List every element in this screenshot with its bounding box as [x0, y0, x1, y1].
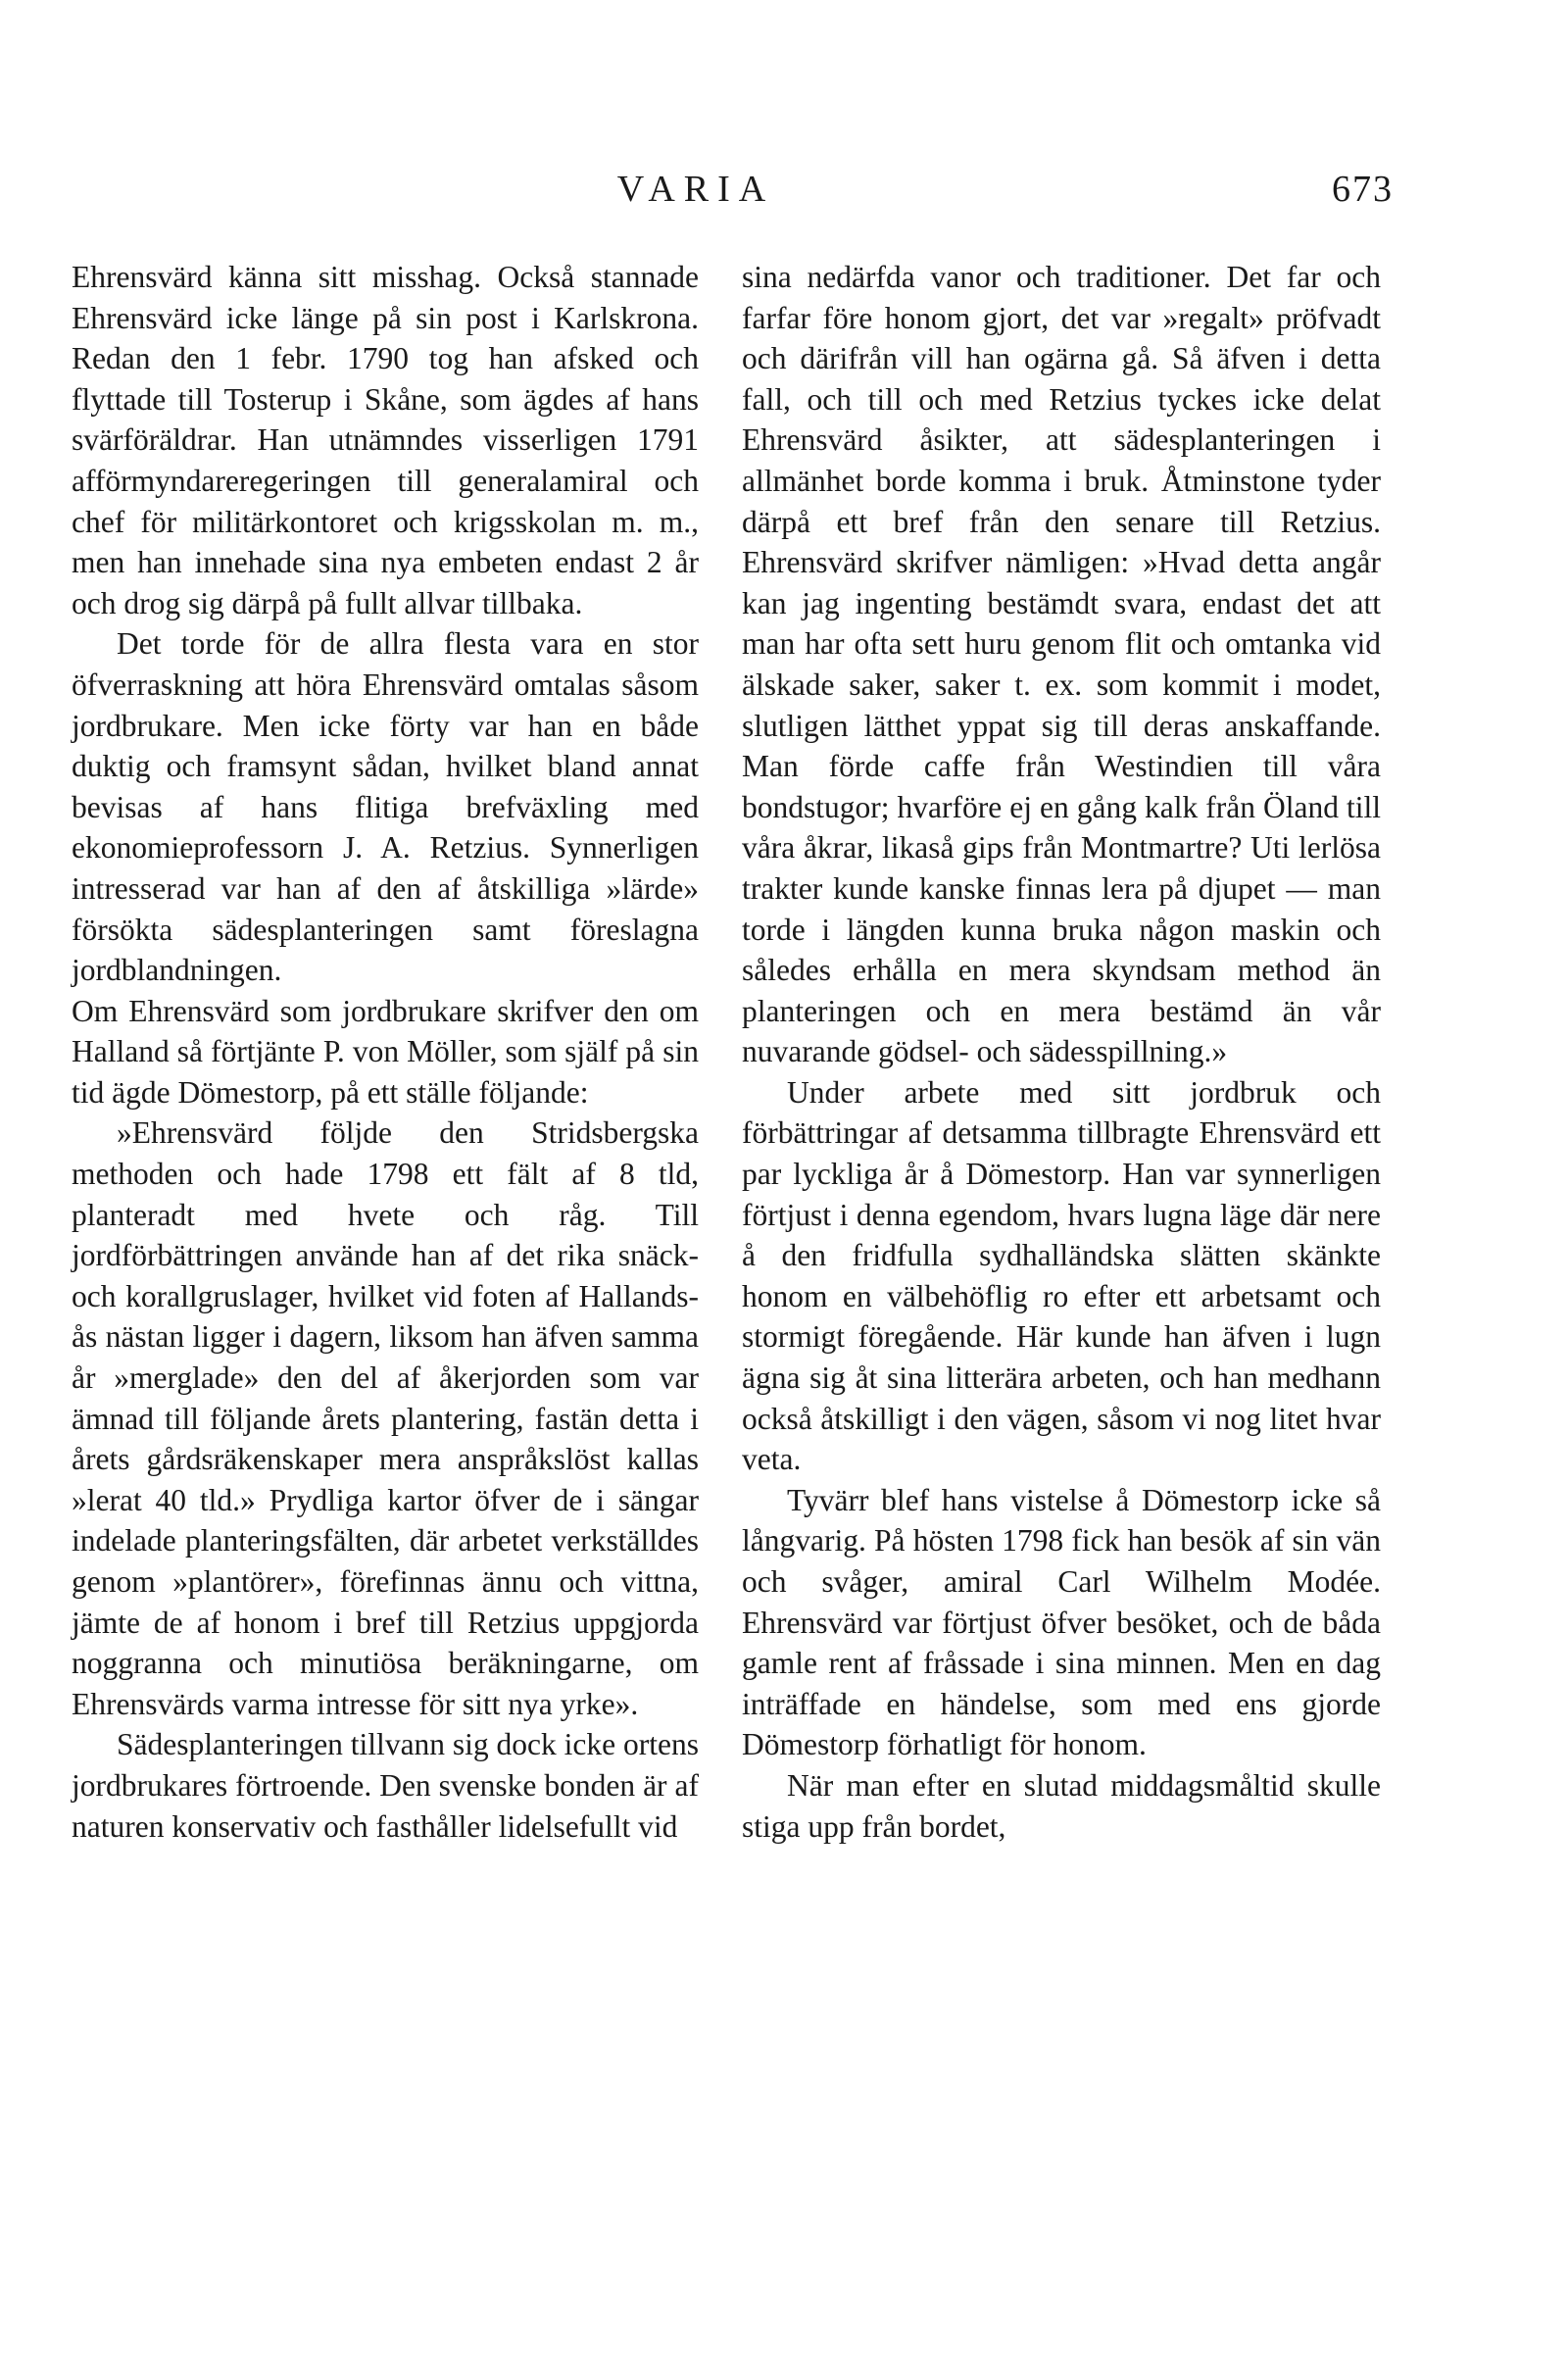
paragraph: Sädesplanteringen tillvann sig dock icke ortens jordbrukares förtroende. Den svenske bonden är af naturen konservativ och fasthåller lidelsefullt vid	[72, 1727, 699, 1844]
paragraph: Tyvärr blef hans vistelse å Dömestorp icke så långvarig. På hösten 1798 fick han besök af sin vän och svåger, amiral Carl Wilhelm Modée. Ehrensvärd var förtjust öfver besöket, och de båda gamle rent af fråssade i sina minnen. Men en dag inträffade en händelse, som med ens gjorde Dömestorp förhatligt för honom.	[742, 1482, 1381, 1762]
page-number: 673	[1332, 169, 1394, 210]
paragraph: Under arbete med sitt jordbruk och förbättringar af detsamma tillbragte Ehrensvärd ett par lyckliga år å Dömestorp. Han var synnerligen förtjust i denna egendom, hvars lugna läge där nere å den fridfulla sydhalländska slätten skänkte honom en välbehöflig ro efter ett arbetsamt och stormigt föregående. Här kunde han äfven i lugn ägna sig åt sina litterära arbeten, och han medhann också åtskilligt i den vägen, såsom vi nog litet hvar veta.	[742, 1074, 1381, 1477]
paragraph: Det torde för de allra flesta vara en stor öfverraskning att höra Ehrensvärd omtalas såsom jordbrukare. Men icke förty var han en både duktig och framsynt sådan, hvilket bland annat bevisas af hans flitiga brefväxling med ekonomieprofessorn J. A. Retzius. Synnerligen intresserad var han af den af åtskilliga »lärde» försökta sädesplanteringen samt föreslagna jordblandningen.	[72, 626, 699, 988]
paragraph: Ehrensvärd känna sitt misshag. Också stannade Ehrensvärd icke länge på sin post i Karlskrona. Redan den 1 febr. 1790 tog han afsked och flyttade till Tosterup i Skåne, som ägdes af hans svärföräldrar. Han utnämndes visserligen 1791 afförmyndareregeringen till generalamiral och chef för militärkontoret och krigsskolan m. m., men han innehade sina nya embeten endast 2 år och drog sig därpå på fullt allvar tillbaka.	[72, 260, 699, 620]
paragraph: När man efter en slutad middagsmåltid skulle stiga upp från bordet,	[742, 1767, 1381, 1844]
running-head	[0, 165, 1568, 214]
paragraph: sina nedärfda vanor och traditioner. Det far och farfar före honom gjort, det var »regalt» pröfvadt och därifrån vill han ogärna gå. Så äfven i detta fall, och till och med Retzius tyckes icke delat Ehrensvärd åsikter, att sädesplanteringen i allmänhet borde komma i bruk. Åtminstone tyder därpå ett bref från den senare till Retzius. Ehrensvärd skrifver nämligen: »Hvad detta angår kan jag ingenting bestämdt svara, endast det att man har ofta sett huru genom flit och omtanka vid älskade saker, saker t. ex. som kommit i modet, slutligen lätthet yppat sig till deras anskaffande. Man förde caffe från Westindien till våra bondstugor; hvarföre ej en gång kalk från Öland till våra åkrar, likaså gips från Montmartre? Uti lerlösa trakter kunde kanske finnas lera på djupet — man torde i längden kunna bruka någon maskin och således erhålla en mera skyndsam method än planteringen och en mera bestämd än vår nuvarande gödsel- och sädesspillning.»	[742, 260, 1381, 1069]
paragraph: Om Ehrensvärd som jordbrukare skrifver den om Halland så förtjänte P. von Möller, som själf på sin tid ägde Dömestorp, på ett ställe följande:	[72, 993, 699, 1110]
paragraph: »Ehrensvärd följde den Stridsbergska methoden och hade 1798 ett fält af 8 tld, planteradt med hvete och råg. Till jordförbättringen använde han af det rika snäck- och korallgruslager, hvilket vid foten af Hallands-ås nästan ligger i dagern, liksom han äfven samma år »merglade» den del af åkerjorden som var ämnad till följande årets plantering, fastän detta i årets gårdsräkenskaper mera anspråkslöst kallas »lerat 40 tld.» Prydliga kartor öfver de i sängar indelade planteringsfälten, där arbetet verkställdes genom »plantörer», förefinnas ännu och vittna, jämte de af honom i bref till Retzius uppgjorda noggranna och minutiösa beräkningarne, om Ehrensvärds varma intresse för sitt nya yrke».	[72, 1115, 699, 1721]
running-title: VARIA	[616, 169, 775, 210]
left-column	[72, 257, 699, 1847]
right-column	[742, 257, 1381, 1847]
